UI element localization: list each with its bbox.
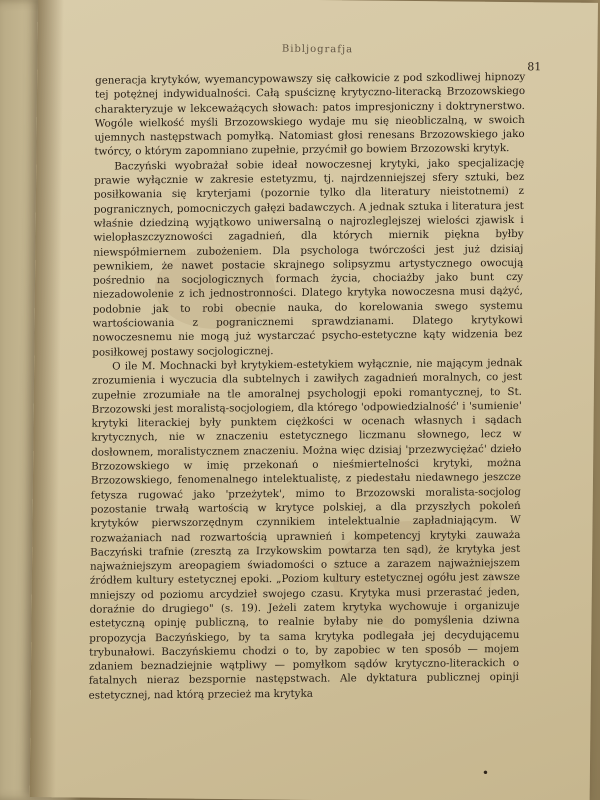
book-page: [30, 0, 598, 800]
paragraph: Baczyński wyobrażał sobie ideał nowoczesnej krytyki, jako specjalizację prawie wyłącznie w zakresie estetyzmu, tj. najrdzenniejszej sfery sztuki, bez posiłkowania się kryterjami (pozornie tylko dla literatury nieistotnemi) z pogranicznych, pomocniczych gałęzi badawczych. A jednak sztuka i literatura jest właśnie dziedziną wyjątkowo uniwersalną o najrozleglejszej wielości zjawisk i wielopłaszczyznowości zagadnień, dla których miernik piękna byłby niewspółmiernem zubożeniem. Dla psychologa twórczości jest już dzisiaj pewnikiem, że nawet postacie skrajnego solipsyzmu artystycznego owocują pośrednio na socjologicznych formach życia, chociażby jako bunt czy niezadowolenie z ich jednostronności. Dlatego krytyka nowoczesna musi dążyć, podobnie jak to robi obecnie nauka, do korelowania swego systemu wartościowania z pogranicznemi sprawdzianami. Dlatego krytykowi nowoczesnemu nie mogą już wystarczać psycho-estetyczne kąty widzenia bez posiłkowej postawy socjologicznej.: [92, 156, 525, 359]
paragraph: O ile M. Mochnacki był krytykiem-estetykiem wyłącznie, nie mającym jednak zrozumienia i wyczucia dla subtelnych i zawiłych zagadnień moralnych, co jest zupełnie zrozumiałe na tle amoralnej psychologji epoki romantycznej, to St. Brzozowski jest moralistą-socjologiem, dla którego 'odpowiedzialność' i 'sumienie' krytyki literackiej były punktem ciężkości w ocenach własnych i sądach krytycznych, nie w znaczeniu estetycznego liczmanu słownego, lecz w dosłownem, moralistycznem znaczeniu. Można więc dzisiaj 'przezwyciężać' dzieło Brzozowskiego w imię przekonań o nieśmiertelności krytyki, można Brzozowskiego, fenomenalnego intelektualistę, z piedestału niedawnego jeszcze fetysza rugować jako 'przeżytek', mimo to Brzozowski moralista-socjolog pozostanie trwałą wartością w krytyce polskiej, a dla przyszłych pokoleń krytyków pierwszorzędnym czynnikiem intelektualnie zapładniającym. W rozważaniach nad rozwartością uprawnień i kompetencyj krytyki zauważa Baczyński trafnie (zresztą za Irzykowskim powtarza ten sąd), że krytyka jest najważniejszym areopagiem świadomości o sztuce a zarazem najważniejszem źródłem kultury estetycznej epoki. „Poziom kultury estetycznej ogółu jest zawsze mniejszy od poziomu arcydzieł swojego czasu. Krytyka musi przerastać jeden, doraźnie do drugiego" (s. 19). Jeżeli zatem krytyka wychowuje i organizuje estetyczną opinję publiczną, to realnie byłaby nie do pomyślenia dziwna propozycja Baczyńskiego, by ta sama krytyka podlegała jej decydującemu trybunałowi. Baczyńskiemu chodzi o to, by zapobiec w ten sposób — mojem zdaniem beznadziejnie wątpliwy — pomyłkom sądów krytyczno-literackich o fatalnych nieraz bezspornie następstwach. Ale dyktatura publicznej opinji estetycznej, nad którą przecież ma krytyka: [88, 356, 523, 702]
body-text: [89, 70, 526, 703]
paragraph: generacja krytyków, wyemancypowawszy się całkowicie z pod szkodliwej hipnozy tej potężnej indywidualności. Całą spuściznę krytyczno-literacką Brzozowskiego charakteryzuje w lekceważących słowach: patos impresjoniczny i doktrynerstwo. Wogóle wielkość myśli Brzozowskiego wydaje mu się nieobliczalną, w swoich ujemnych następstwach pomyłką. Natomiast głosi renesans Brzozowskiego jako twórcy, o którym zapomniano zupełnie, przyćmił go bowiem Brzozowski krytyk.: [94, 70, 526, 159]
page-number: 81: [527, 60, 542, 74]
running-head: Bibljografja: [281, 43, 354, 56]
ornament-mark: •: [481, 765, 490, 780]
